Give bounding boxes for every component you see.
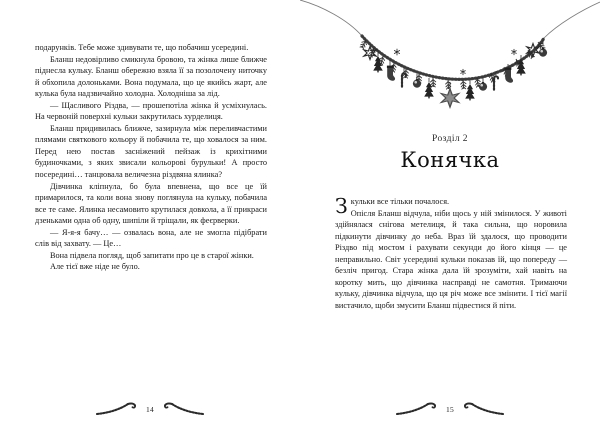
swash-ornament-right — [457, 401, 505, 417]
right-page-footer — [300, 401, 600, 417]
drop-cap: З — [335, 194, 348, 218]
first-line-text: кульки все тільки почалося. — [350, 197, 450, 206]
paragraph-dialogue: — Щасливого Різдва, — прошепотіла жінка й усміхнулась. На червоній поверхні кульки закрутилась хурделиця. — [35, 100, 267, 122]
swash-ornament-left — [95, 401, 143, 417]
left-page-text-block — [35, 42, 267, 273]
paragraph: подарунків. Тебе може здивувати те, що побачиш усередині. — [35, 43, 249, 52]
right-page — [300, 0, 600, 434]
paragraph-body: Опісля Бланш відчула, ніби щось у ній змінилося. У животі здійнялася снігова метелиця, й така сильна, що норовила підкинути дівчинку до неба. Враз їй здалося, що проводити Різдво під мостом і рахувати секунди до його кінця — це неправильно. Світ усередині кульки показав їй, що попереду — безліч пригод. Стара жінка дала їй зрозуміти, хай навіть на коротку мить, що дівчинка насправді не самотня. Тримаючи кульку, дівчинка відчула, що ця річ може все змінити. І тієї магії вистачило, щоби змусити Бланш підвестися й піти. — [335, 208, 567, 310]
christmas-garland-illustration — [300, 0, 600, 118]
chapter-number: Розділ 2 — [432, 134, 468, 144]
page-number: 15 — [445, 404, 455, 414]
paragraph: Але тієї вже ніде не було. — [50, 262, 140, 272]
paragraph: Дівчинка кліпнула, бо була впевнена, що все це їй примарилося, та коли вона знову поглянула на кульку, побачила все те саме. Ялинка несамовито крутилася довкола, а її прикраси дзеньками одна об одну, шипіли й тріщали, як феєрверки. — [35, 181, 267, 226]
swash-ornament-left — [395, 401, 443, 417]
chapter-heading — [300, 134, 600, 172]
paragraph-with-dropcap — [335, 196, 567, 311]
swash-ornament-right — [157, 401, 205, 417]
paragraph-dialogue: — Я-я-я бачу… — озвалась вона, але не змогла підібрати слів від захвату. — Це… — [35, 227, 267, 249]
chapter-title: Конячка — [400, 148, 500, 172]
paragraph: Бланш придивилась ближче, зазирнула між переливчастими плямами святкового кольору й побачила те, що ховалося за ним. Перед нею постав засніжений пейзаж із крихітними будиночками, з яких звисали кольорові бурульки! А просто посередині… танцювала величезна різдвяна ялинка? — [35, 123, 267, 180]
right-page-text-block — [335, 196, 567, 311]
page-number: 14 — [145, 404, 155, 414]
left-page-footer — [0, 401, 300, 417]
paragraph: Вона підвела погляд, щоб запитати про це в старої жінки. — [50, 250, 254, 260]
paragraph: Бланш недовірливо смикнула бровою, та жінка лише ближче піднесла кульку. Бланш обережно взяла її за позолочену ниточку й обхопила долоньками. Вона подумала, що це якийсь жарт, але кулька була надзвичайно холодна. Холодніша за лід. — [35, 54, 267, 99]
